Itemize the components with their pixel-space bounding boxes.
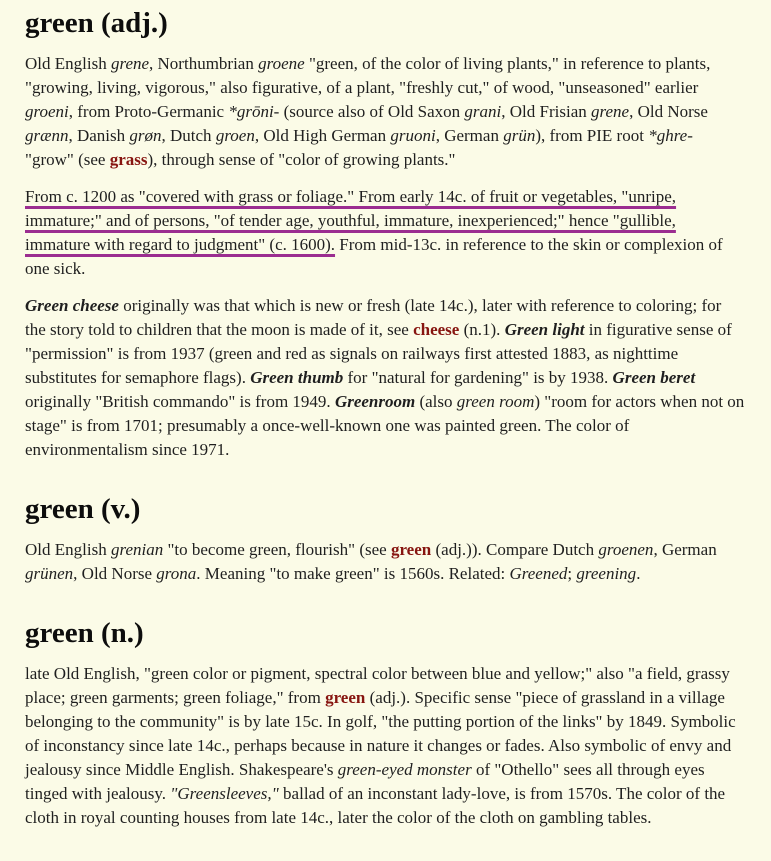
text-segment: (n.1). xyxy=(459,320,505,339)
text-segment: ), from PIE root xyxy=(535,126,649,145)
text-segment: grene xyxy=(110,54,150,73)
text-segment: green-eyed monster xyxy=(337,760,472,779)
etymology-paragraph xyxy=(25,538,745,586)
text-segment: Green thumb xyxy=(250,368,344,387)
text-segment: ballad of an inconstant lady-love, is from 1570s. The color of the cloth in royal counting houses from late 14c., later the color of the cloth on gambling tables. xyxy=(25,784,726,827)
text-segment: , Danish xyxy=(68,126,130,145)
entry-green-verb xyxy=(25,492,745,586)
text-segment: (adj.)). Compare Dutch xyxy=(431,540,599,559)
text-segment: grün xyxy=(503,126,536,145)
text-segment: grenian xyxy=(110,540,164,559)
text-segment: ; xyxy=(567,564,577,583)
entry-green-noun xyxy=(25,616,745,830)
headword-green-adj: green (adj.) xyxy=(25,7,168,39)
text-segment: , Old Frisian xyxy=(501,102,591,121)
text-segment: gruoni xyxy=(390,126,436,145)
text-segment: (adj.). Specific sense "piece of grassland in a village belonging to the community" is by late 15c. In golf, "the putting portion of the links" by 1849. Symbolic of inconstancy since late 14c., perhaps because in nature it changes or fades. Also symbolic of envy and jealousy since Middle English. Shakespeare's xyxy=(25,688,736,779)
text-segment: "green, of the color of living plants," in reference to plants, "growing, living, vigorous," also figurative, of a plant, "freshly cut," of wood, "unseasoned" earlier xyxy=(25,54,711,97)
text-segment: green room xyxy=(456,392,535,411)
text-segment: *ghre- xyxy=(648,126,693,145)
text-segment: for "natural for gardening" is by 1938. xyxy=(343,368,613,387)
text-segment: ) "room for actors when not on stage" is from 1701; presumably a once-well-known one was painted green. The color of environmentalism since 1971. xyxy=(25,392,745,459)
text-segment: originally was that which is new or fresh (late 14c.), later with reference to coloring; for the story told to children that the moon is made of it, see xyxy=(25,296,722,339)
text-segment: groeni xyxy=(25,102,69,121)
text-segment: , Old Norse xyxy=(73,564,157,583)
text-segment: . Meaning "to make green" is 1560s. Related: xyxy=(196,564,510,583)
text-segment: , Dutch xyxy=(161,126,216,145)
text-segment: grænn xyxy=(25,126,69,145)
text-segment: Old English xyxy=(25,54,111,73)
text-segment: , Northumbrian xyxy=(149,54,259,73)
text-segment: , German xyxy=(653,540,717,559)
text-segment: "grow" (see xyxy=(25,150,110,169)
text-segment: Green light xyxy=(504,320,585,339)
headword-green-verb: green (v.) xyxy=(25,493,141,525)
text-segment: Green cheese xyxy=(25,296,119,315)
text-segment: grona xyxy=(156,564,197,583)
text-segment: Greened xyxy=(509,564,568,583)
annotated-text-segment: From c. 1200 as "covered with grass or foliage." From early 14c. of fruit or vegetables, "unripe, immature;" and of persons, "of tender age, youthful, immature, inexperienced;" hence "gullible, immature with regard to judgment" (c. 1600). xyxy=(25,187,677,254)
grass-link[interactable]: grass xyxy=(109,150,148,169)
text-segment: grünen xyxy=(25,564,74,583)
text-segment: late Old English, "green color or pigment, spectral color between blue and yellow;" also "a field, grassy place; green garments; green foliage," from xyxy=(25,664,730,707)
text-segment: Green beret xyxy=(612,368,696,387)
text-segment: , Old High German xyxy=(254,126,391,145)
text-segment: grene xyxy=(591,102,630,121)
text-segment: From mid-13c. in reference to the skin or complexion of one sick. xyxy=(25,235,723,278)
text-segment: (source also of Old Saxon xyxy=(279,102,465,121)
text-segment: greening xyxy=(576,564,637,583)
etymology-paragraph xyxy=(25,662,745,830)
text-segment: grøn xyxy=(129,126,162,145)
text-segment: ), through sense of "color of growing plants." xyxy=(147,150,456,169)
green-adj-link[interactable]: green xyxy=(325,688,366,707)
text-segment: Old English xyxy=(25,540,111,559)
text-segment: "Greensleeves," xyxy=(170,784,279,803)
text-segment: (also xyxy=(415,392,457,411)
text-segment: *grōni- xyxy=(228,102,280,121)
text-segment: of "Othello" sees all through eyes tinged with jealousy. xyxy=(25,760,705,803)
text-segment: , Old Norse xyxy=(629,102,708,121)
text-segment: , German xyxy=(435,126,504,145)
cheese-link[interactable]: cheese xyxy=(413,320,460,339)
etymology-paragraph xyxy=(25,294,745,462)
text-segment: grani xyxy=(464,102,502,121)
text-segment: . xyxy=(636,564,641,583)
etymology-paragraph-annotated xyxy=(25,185,745,281)
text-segment: , from Proto-Germanic xyxy=(68,102,229,121)
green-adj-link[interactable]: green xyxy=(390,540,432,559)
text-segment: groen xyxy=(215,126,255,145)
headword-green-noun: green (n.) xyxy=(25,617,144,649)
text-segment: groenen xyxy=(598,540,654,559)
text-segment: Greenroom xyxy=(334,392,416,411)
text-segment: originally "British commando" is from 1949. xyxy=(25,392,335,411)
etymology-paragraph xyxy=(25,52,745,172)
text-segment: "to become green, flourish" (see xyxy=(163,540,391,559)
text-segment: in figurative sense of "permission" is from 1937 (green and red as signals on railways first attested 1883, as nighttime substitutes for semaphore flags). xyxy=(25,320,732,387)
entry-green-adj xyxy=(25,6,745,462)
text-segment: groene xyxy=(258,54,305,73)
